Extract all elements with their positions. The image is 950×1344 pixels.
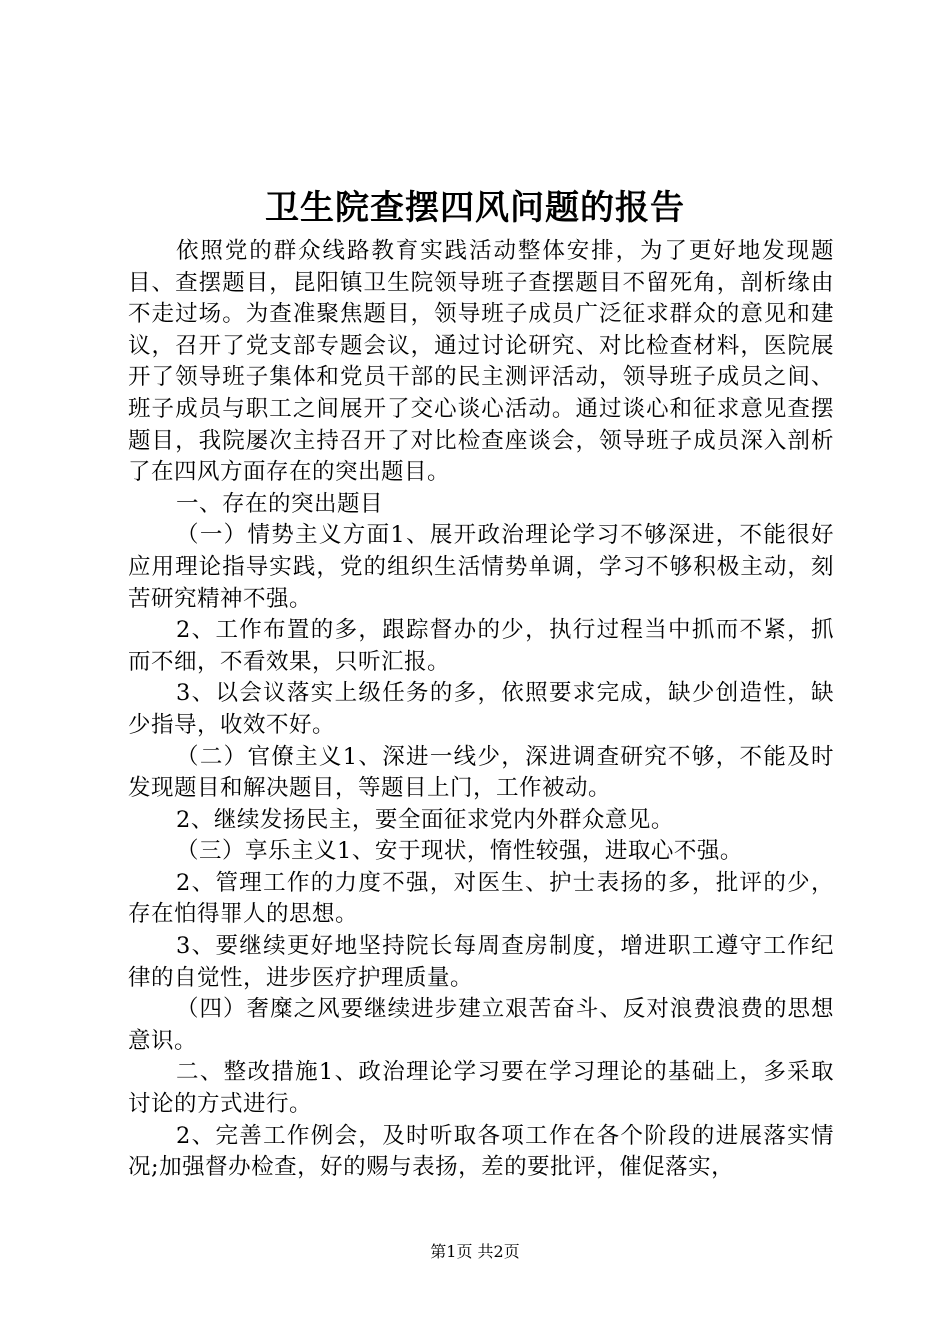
- paragraph: （四）奢糜之风要继续进步建立艰苦奋斗、反对浪费浪费的思想意识。: [128, 996, 834, 1054]
- page-title: 卫生院查摆四风问题的报告: [265, 188, 685, 228]
- paragraph: 2、工作布置的多，跟踪督办的少，执行过程当中抓而不紧，抓而不细，不看效果，只听汇报。: [128, 617, 834, 675]
- paragraph: 2、完善工作例会，及时听取各项工作在各个阶段的进展落实情况;加强督办检查，好的赐与表扬，差的要批评，催促落实，: [128, 1122, 834, 1181]
- paragraph: （三）享乐主义1、安于现状，惰性较强，进取心不强。: [176, 838, 743, 865]
- document-body: [128, 236, 834, 1184]
- paragraph: 2、管理工作的力度不强，对医生、护士表扬的多，批评的少，存在怕得罪人的思想。: [128, 869, 834, 928]
- paragraph: 依照党的群众线路教育实践活动整体安排，为了更好地发现题目、查摆题目，昆阳镇卫生院领导班子查摆题目不留死角，剖析缘由不走过场。为查准聚焦题目，领导班子成员广泛征求群众的意见和建议，召开了党支部专题会议，通过讨论研究、对比检查材料，医院展开了领导班子集体和党员干部的民主测评活动，领导班子成员之间、班子成员与职工之间展开了交心谈心活动。通过谈心和征求意见查摆题目，我院屡次主持召开了对比检查座谈会，领导班子成员深入剖析了在四风方面存在的突出题目。: [128, 238, 834, 486]
- section-heading: 一、存在的突出题目: [176, 490, 384, 517]
- page-footer: 第1页 共2页: [430, 1242, 520, 1261]
- paragraph: 3、要继续更好地坚持院长每周查房制度，增进职工遵守工作纪律的自觉性，进步医疗护理质量。: [128, 933, 834, 991]
- paragraph: （二）官僚主义1、深进一线少，深进调查研究不够，不能及时发现题目和解决题目，等题目上门，工作被动。: [128, 743, 834, 802]
- section-heading: 二、整改措施1、政治理论学习要在学习理论的基础上，多采取讨论的方式进行。: [128, 1059, 834, 1118]
- paragraph: 2、继续发扬民主，要全面征求党内外群众意见。: [176, 806, 674, 833]
- paragraph: 3、以会议落实上级任务的多，依照要求完成，缺少创造性，缺少指导，收效不好。: [128, 680, 834, 738]
- paragraph: （一）情势主义方面1、展开政治理论学习不够深进，不能很好应用理论指导实践，党的组织生活情势单调，学习不够积极主动，刻苦研究精神不强。: [128, 522, 834, 612]
